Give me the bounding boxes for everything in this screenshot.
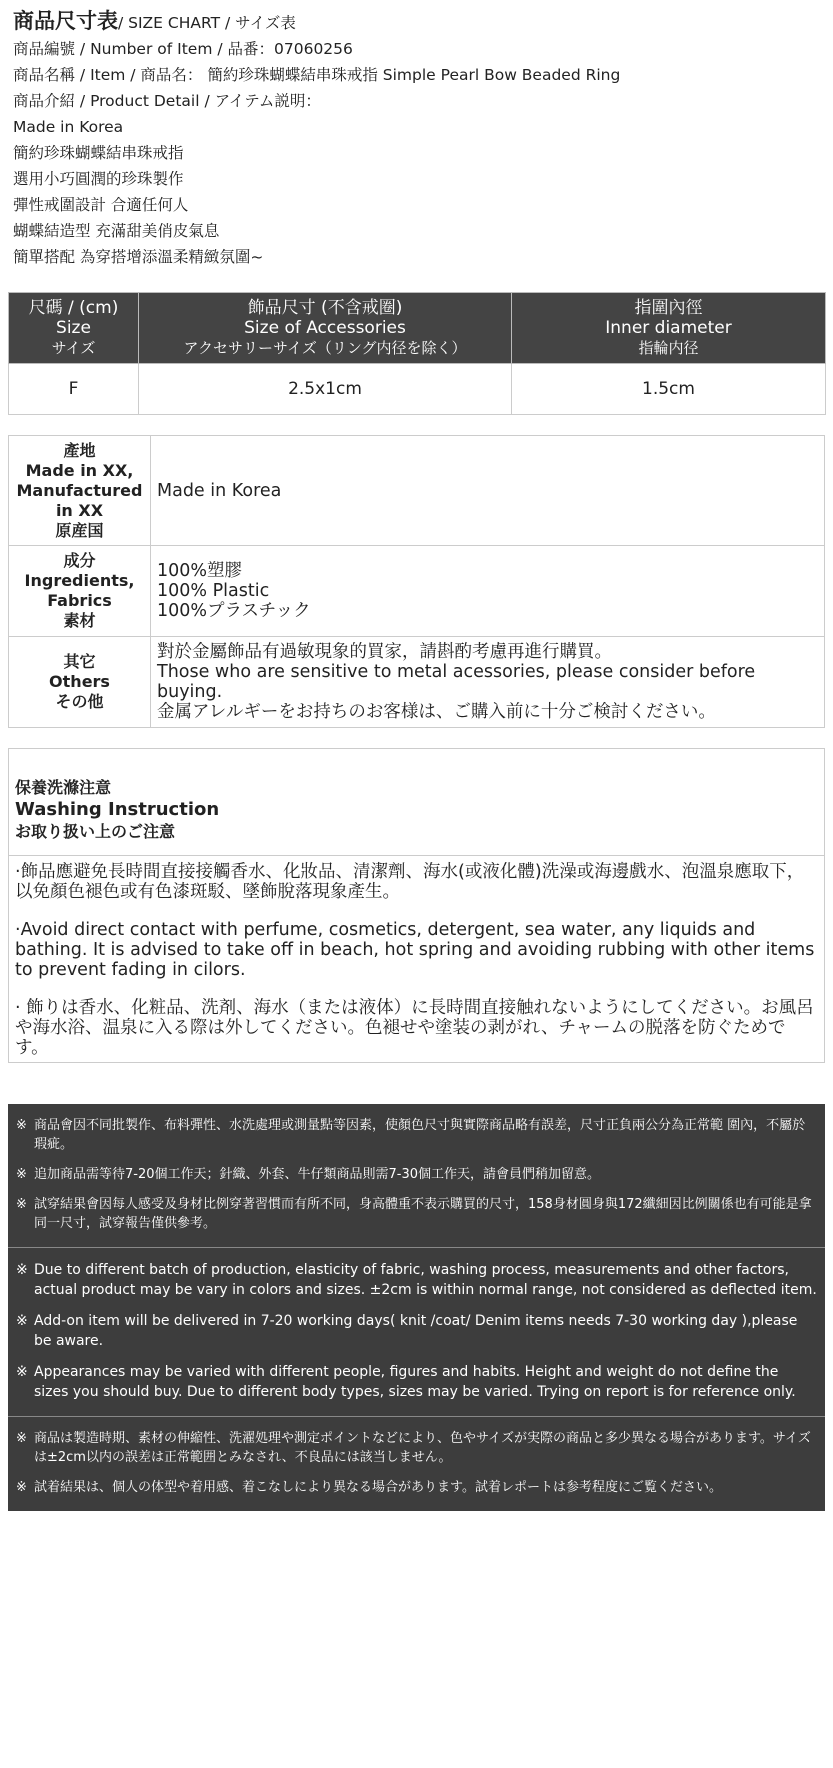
detail-line: 蝴蝶結造型 充滿甜美俏皮氣息: [13, 222, 220, 240]
washing-paragraph: · 飾りは香水、化粧品、洗剤、海水（または液体）に長時間直接触れないようにしてください。お風呂や海水浴、温泉に入る際は外してください。色褪せや塗装の剥がれ、チャームの脱落を防ぐためです。: [15, 998, 814, 1058]
size-table-header: [9, 293, 826, 364]
others-value: 對於金屬飾品有過敏現象的買家，請斟酌考慮再進行購買。 Those who are sensitive to metal acessories, please consider before buying. 金属アレルギーをお持ちのお客様は、ご購入前に十分ご検討ください。: [151, 637, 825, 728]
accessory-size-value: 2.5x1cm: [139, 364, 512, 415]
detail-line: 簡單搭配 為穿搭增添溫柔精緻氛圍~: [13, 248, 264, 266]
table-row: [9, 364, 826, 415]
note-item: ※ 試穿結果會因每人感受及身材比例穿著習慣而有所不同，身高體重不表示購買的尺寸，158身材圓身與172纖細因比例關係也有可能是拿同一尺寸，試穿報告僅供參考。: [16, 1197, 812, 1231]
product-header: [13, 8, 823, 270]
reference-mark-icon: ※: [16, 1313, 28, 1329]
reference-mark-icon: ※: [16, 1118, 27, 1133]
notes-group-en: [8, 1248, 825, 1417]
notes-panel: [8, 1104, 825, 1511]
washing-instruction-body: [9, 856, 824, 1062]
origin-row: [9, 436, 825, 546]
notes-group-zh: [8, 1104, 825, 1248]
size-value: F: [9, 364, 139, 415]
detail-line: 選用小巧圓潤的珍珠製作: [13, 170, 184, 188]
note-item: ※ 商品は製造時期、素材の伸縮性、洗濯処理や測定ポイントなどにより、色やサイズが実際の商品と多少異なる場合があります。サイズは±2cm以内の誤差は正常範囲とみなされ、不良品には該当しません。: [16, 1431, 811, 1465]
others-row: [9, 637, 825, 728]
reference-mark-icon: ※: [16, 1167, 27, 1182]
origin-label: 產地 Made in XX, Manufactured in XX 原産国: [9, 436, 151, 546]
inner-diameter-value: 1.5cm: [512, 364, 826, 415]
washing-paragraph: ·飾品應避免長時間直接接觸香水、化妝品、清潔劑、海水(或液化體)洗澡或海邊戲水、泡溫泉應取下，以免顏色褪色或有色漆斑駁、墜飾脫落現象產生。: [15, 862, 805, 902]
reference-mark-icon: ※: [16, 1262, 28, 1278]
washing-paragraph: ·Avoid direct contact with perfume, cosmetics, detergent, sea water, any liquids and bathing. It is advised to take off in beach, hot spring and avoiding rubbing with other items to prevent fading in cilors.: [15, 920, 815, 980]
reference-mark-icon: ※: [16, 1197, 27, 1212]
size-chart-title: 商品尺寸表/ SIZE CHART / サイズ表: [13, 9, 296, 33]
washing-instruction-title: 保養洗滌注意 Washing Instruction お取り扱い上のご注意: [9, 749, 824, 856]
size-table: [8, 292, 826, 415]
note-item: ※ Due to different batch of production, elasticity of fabric, washing process, measurements and other factors, actual product may be vary in colors and sizes. ±2cm is within normal range, not considered as deflected item.: [16, 1262, 817, 1298]
item-name: 商品名稱 / Item / 商品名： 簡約珍珠蝴蝶結串珠戒指 Simple Pearl Bow Beaded Ring: [13, 66, 621, 84]
reference-mark-icon: ※: [16, 1364, 28, 1380]
reference-mark-icon: ※: [16, 1480, 27, 1495]
item-number: 商品編號 / Number of Item / 品番：07060256: [13, 40, 353, 58]
note-item: ※ 追加商品需等待7-20個工作天；針織、外套、牛仔類商品則需7-30個工作天，請會員們稍加留意。: [16, 1167, 601, 1182]
material-row: [9, 546, 825, 637]
note-item: ※ Add-on item will be delivered in 7-20 working days( knit /coat/ Denim items needs 7-30 working day ),please be aware.: [16, 1313, 798, 1349]
product-detail-label: 商品介紹 / Product Detail / アイテム説明：: [13, 92, 321, 110]
material-label: 成分 Ingredients, Fabrics 素材: [9, 546, 151, 637]
detail-line: 彈性戒圍設計 合適任何人: [13, 196, 189, 214]
material-value: 100%塑膠 100% Plastic 100%プラスチック: [151, 546, 825, 637]
product-info-table: [8, 435, 825, 728]
size-header: 尺碼 / (cm) Size サイズ: [9, 293, 139, 364]
note-item: ※ 試着結果は、個人の体型や着用感、着こなしにより異なる場合があります。試着レポートは参考程度にご覧ください。: [16, 1480, 722, 1495]
reference-mark-icon: ※: [16, 1431, 27, 1446]
notes-group-ja: [8, 1417, 825, 1511]
note-item: ※ 商品會因不同批製作、布料彈性、水洗處理或測量點等因素，使顏色尺寸與實際商品略有誤差，尺寸正負兩公分為正常範 圍內，不屬於瑕疵。: [16, 1118, 806, 1152]
washing-instruction-box: [8, 748, 825, 1063]
inner-diameter-header: 指圍內徑 Inner diameter 指輪内径: [512, 293, 826, 364]
detail-line: Made in Korea: [13, 118, 124, 136]
accessory-size-header: 飾品尺寸 (不含戒圈) Size of Accessories アクセサリーサイズ（リング内径を除く）: [139, 293, 512, 364]
origin-value: Made in Korea: [151, 436, 825, 546]
note-item: ※ Appearances may be varied with different people, figures and habits. Height and weight do not define the sizes you should buy. Due to different body types, sizes may be varied. Trying on report is for reference only.: [16, 1364, 796, 1400]
detail-line: 簡約珍珠蝴蝶結串珠戒指: [13, 144, 184, 162]
others-label: 其它 Others その他: [9, 637, 151, 728]
